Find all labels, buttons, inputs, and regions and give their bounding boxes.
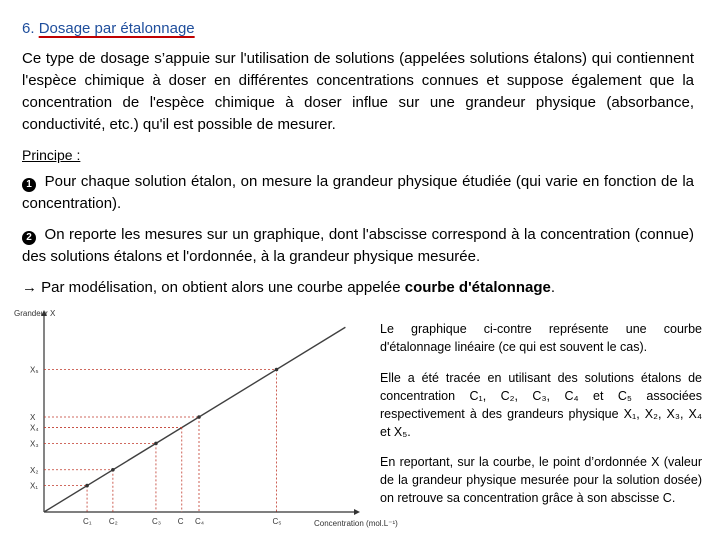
y-tick-label-3: X₃ — [30, 439, 39, 449]
y-tick-label-2: X₄ — [30, 423, 39, 433]
data-point-1 — [111, 468, 115, 472]
step-1 — [22, 171, 694, 215]
principe-label: Principe : — [22, 147, 81, 163]
section-number: 6. — [22, 20, 35, 37]
number-one-icon: 1 — [22, 178, 36, 192]
data-point-2 — [154, 442, 158, 446]
x-axis-arrow-icon — [354, 509, 360, 515]
arrow-right-icon: → — [22, 279, 37, 296]
x-tick-label-4: C₄ — [195, 517, 205, 526]
conclusion-bold-term: courbe d'étalonnage — [404, 279, 551, 296]
y-tick-label-4: X₂ — [30, 465, 39, 475]
x-tick-label-5: C₅ — [272, 517, 282, 526]
calibration-line — [44, 327, 345, 512]
x-axis-label: Concentration (mol.L⁻¹) — [314, 519, 398, 528]
step-1-text: Pour chaque solution étalon, on mesure la grandeur physique étudiée (qui varie en fonction de la concentration). — [22, 173, 694, 212]
conclusion-text: Par modélisation, on obtient alors une courbe appelée — [41, 279, 405, 296]
intro-paragraph: Ce type de dosage s’appuie sur l'utilisation de solutions (appelées solutions étalons) qui contiennent l'espèce chimique à doser en différentes concentrations connues et suppose également que la concentration de l'espèce chimique à doser influe sur une grandeur physique (absorbance, conductivité, etc.) qu'il est possible de mesurer. — [22, 50, 694, 133]
x-tick-label-1: C₂ — [108, 517, 118, 526]
y-tick-label-5: X₁ — [30, 481, 39, 491]
step-2 — [22, 224, 694, 268]
x-tick-label-0: C₁ — [83, 517, 92, 526]
y-axis-label: Grandeur X — [14, 309, 56, 318]
calibration-chart — [10, 302, 398, 538]
side-text-3: En reportant, sur la courbe, le point d’ordonnée X (valeur de la grandeur physique mesurée pour la solution dosée) on retrouve sa concentration grâce à son abscisse C. — [380, 455, 702, 505]
data-point-3 — [197, 415, 201, 419]
conclusion — [22, 277, 694, 299]
y-tick-label-0: X₅ — [30, 365, 39, 375]
conclusion-end: . — [550, 279, 556, 296]
section-title: Dosage par étalonnage — [38, 20, 195, 37]
y-tick-label-1: X — [30, 413, 36, 422]
data-point-4 — [275, 368, 279, 372]
x-tick-label-2: C₃ — [151, 517, 161, 526]
section-heading — [22, 20, 195, 37]
side-text-1: Le graphique ci-contre représente une courbe d'étalonnage linéaire (ce qui est souvent le cas). — [380, 322, 702, 354]
step-2-text: On reporte les mesures sur un graphique, dont l'abscisse correspond à la concentration (connue) des solutions étalons et l'ordonnée, à la grandeur physique mesurée. — [22, 226, 695, 265]
side-text-2: Elle a été tracée en utilisant des solutions étalons de concentration C₁, C₂, C₃, C₄ et C₅ associées respectivement à des grandeurs physique X₁, X₂, X₃, X₄ et X₅. — [380, 371, 702, 439]
x-tick-label-3: C — [177, 517, 184, 526]
data-point-0 — [85, 484, 89, 488]
number-two-icon: 2 — [22, 231, 36, 245]
